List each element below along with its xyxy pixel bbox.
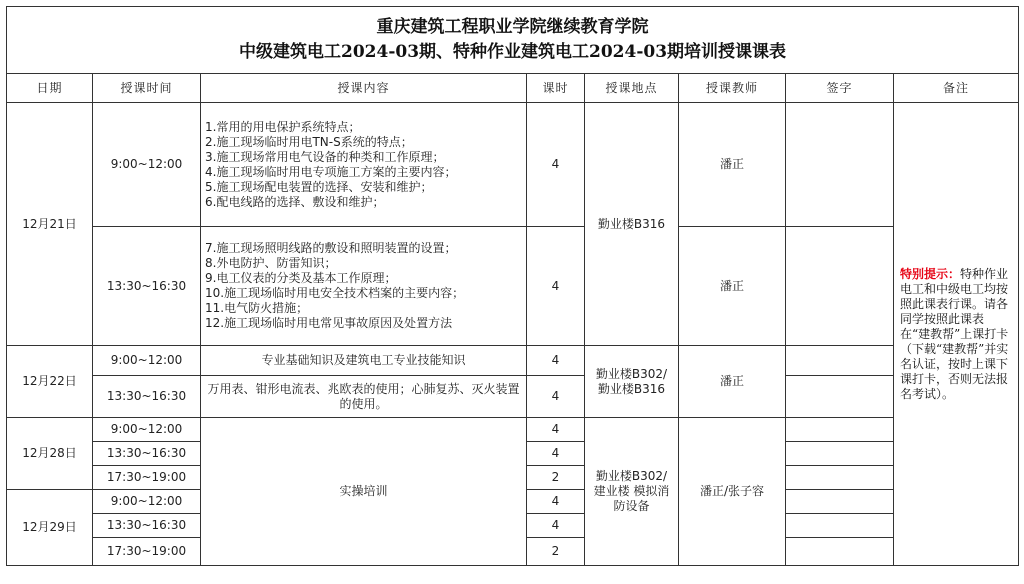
sign-cell bbox=[786, 490, 894, 514]
table-row bbox=[7, 346, 1019, 376]
date-cell-d29: 12月29日 bbox=[7, 490, 93, 566]
sign-cell bbox=[786, 442, 894, 466]
hours-cell: 4 bbox=[527, 514, 585, 538]
time-cell: 9:00~12:00 bbox=[93, 490, 201, 514]
date-cell-d21: 12月21日 bbox=[7, 103, 93, 346]
header-row bbox=[7, 74, 1019, 103]
location-cell-practice: 勤业楼B302/建业楼 模拟消防设备 bbox=[585, 418, 679, 566]
teacher-cell: 潘正 bbox=[679, 103, 786, 227]
date-cell-d22: 12月22日 bbox=[7, 346, 93, 418]
hours-cell: 4 bbox=[527, 418, 585, 442]
content-line: 6.配电线路的选择、敷设和维护； bbox=[205, 194, 385, 209]
header-time: 授课时间 bbox=[93, 74, 201, 103]
content-line: 2.施工现场临时用电TN-S系统的特点； bbox=[205, 134, 413, 149]
note-cell bbox=[894, 103, 1019, 566]
teacher-cell: 潘正 bbox=[679, 227, 786, 346]
title-cell bbox=[7, 7, 1019, 74]
content-line: 12.施工现场临时用电常见事故原因及处置方法 bbox=[205, 316, 453, 330]
content-line: 9.电工仪表的分类及基本工作原理； bbox=[205, 271, 397, 285]
schedule-table bbox=[6, 6, 1019, 566]
time-cell: 9:00~12:00 bbox=[93, 103, 201, 227]
teacher-cell-practice: 潘正/张子容 bbox=[679, 418, 786, 566]
hours-cell: 2 bbox=[527, 466, 585, 490]
location-cell-d22: 勤业楼B302/勤业楼B316 bbox=[585, 346, 679, 418]
header-content: 授课内容 bbox=[201, 74, 527, 103]
title-line-1: 重庆建筑工程职业学院继续教育学院 bbox=[376, 17, 649, 37]
sign-cell bbox=[786, 538, 894, 566]
header-date: 日期 bbox=[7, 74, 93, 103]
header-location: 授课地点 bbox=[585, 74, 679, 103]
time-cell: 13:30~16:30 bbox=[93, 442, 201, 466]
sign-cell bbox=[786, 466, 894, 490]
note-text: 特种作业电工和中级电工均按照此课表行课。请各同学按照此课表在“建教帮”上课打卡（下载“建教帮”并实名认证，按时上课下课打卡，否则无法报名考试）。 bbox=[900, 266, 1009, 401]
table-row bbox=[7, 103, 1019, 227]
content-cell-d22-am: 专业基础知识及建筑电工专业技能知识 bbox=[201, 346, 527, 376]
teacher-cell-d22: 潘正 bbox=[679, 346, 786, 418]
time-cell: 9:00~12:00 bbox=[93, 346, 201, 376]
location-cell-d21: 勤业楼B316 bbox=[585, 103, 679, 346]
table-row bbox=[7, 376, 1019, 418]
hours-cell: 4 bbox=[527, 376, 585, 418]
header-note: 备注 bbox=[894, 74, 1019, 103]
table-row bbox=[7, 227, 1019, 346]
time-cell: 13:30~16:30 bbox=[93, 376, 201, 418]
sign-cell bbox=[786, 376, 894, 418]
content-cell-d21-pm bbox=[201, 227, 527, 346]
content-line: 11.电气防火措施； bbox=[205, 301, 309, 315]
date-cell-d28: 12月28日 bbox=[7, 418, 93, 490]
time-cell: 13:30~16:30 bbox=[93, 227, 201, 346]
table-row bbox=[7, 418, 1019, 442]
content-cell-d21-am bbox=[201, 103, 527, 227]
content-line: 1.常用的用电保护系统特点； bbox=[205, 119, 361, 134]
title-line-2: 中级建筑电工2024-03期、特种作业建筑电工2024-03期培训授课课表 bbox=[239, 42, 787, 62]
content-line: 4.施工现场临时用电专项施工方案的主要内容； bbox=[205, 164, 457, 179]
time-cell: 17:30~19:00 bbox=[93, 466, 201, 490]
note-label: 特别提示： bbox=[900, 266, 961, 281]
content-line: 8.外电防护、防雷知识； bbox=[205, 256, 337, 270]
header-teacher: 授课教师 bbox=[679, 74, 786, 103]
content-line: 10.施工现场临时用电安全技术档案的主要内容； bbox=[205, 286, 465, 300]
sign-cell bbox=[786, 346, 894, 376]
content-line: 7.施工现场照明线路的敷设和照明装置的设置； bbox=[205, 241, 457, 255]
content-line: 3.施工现场常用电气设备的种类和工作原理； bbox=[205, 149, 445, 164]
sign-cell bbox=[786, 514, 894, 538]
content-cell-practice: 实操培训 bbox=[201, 418, 527, 566]
content-cell-d22-pm: 万用表、钳形电流表、兆欧表的使用；心肺复苏、灭火装置的使用。 bbox=[201, 376, 527, 418]
time-cell: 13:30~16:30 bbox=[93, 514, 201, 538]
time-cell: 9:00~12:00 bbox=[93, 418, 201, 442]
content-line: 5.施工现场配电装置的选择、安装和维护； bbox=[205, 179, 433, 194]
hours-cell: 4 bbox=[527, 442, 585, 466]
header-sign: 签字 bbox=[786, 74, 894, 103]
header-hours: 课时 bbox=[527, 74, 585, 103]
hours-cell: 4 bbox=[527, 346, 585, 376]
sign-cell bbox=[786, 227, 894, 346]
hours-cell: 4 bbox=[527, 103, 585, 227]
time-cell: 17:30~19:00 bbox=[93, 538, 201, 566]
hours-cell: 4 bbox=[527, 490, 585, 514]
hours-cell: 4 bbox=[527, 227, 585, 346]
sign-cell bbox=[786, 418, 894, 442]
hours-cell: 2 bbox=[527, 538, 585, 566]
sign-cell bbox=[786, 103, 894, 227]
